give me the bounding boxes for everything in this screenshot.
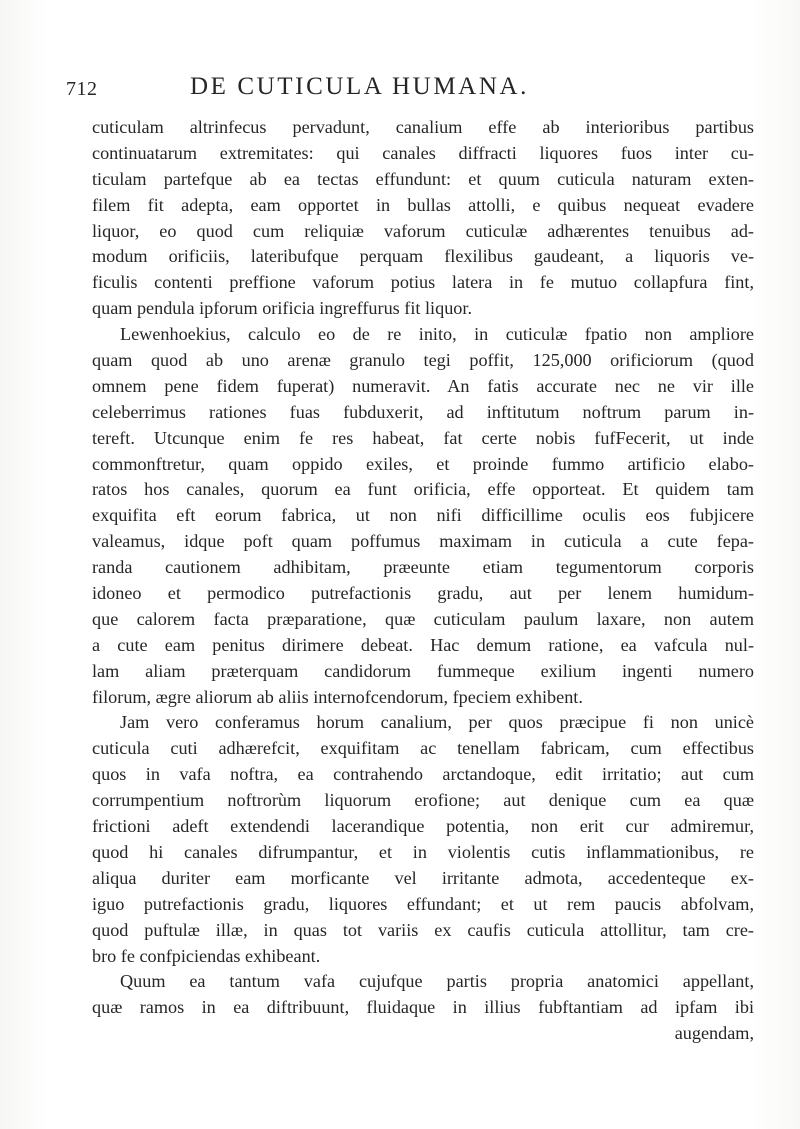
text-line: que calorem facta præparatione, quæ cuticulam paulum laxare, non autem [92, 608, 754, 629]
text-line: lam aliam præterquam candidorum fummeque exilium ingenti numero [92, 660, 754, 681]
catchword-line: augendam, [674, 1023, 754, 1044]
text-line: ficulis contenti preffione vaforum potius latera in fe mutuo collapfura fint, [92, 272, 754, 293]
text-line: quam quod ab uno arenæ granulo tegi poffit, 125,000 orificiorum (quod [92, 350, 754, 371]
body-text [92, 115, 754, 1047]
text-line: quod puftulæ illæ, in quas tot variis ex caufis cuticula attollitur, tam cre- [92, 919, 754, 940]
text-line: cuticula cuti adhærefcit, exquifitam ac tenellam fabricam, cum effectibus [92, 738, 754, 759]
text-line: continuatarum extremitates: qui canales diffracti liquores fuos inter cu- [92, 142, 754, 163]
text-line: omnem pene fidem fuperat) numeravit. An fatis accurate nec ne vir ille [92, 375, 754, 396]
text-line: tereft. Utcunque enim fe res habeat, fat certe nobis fufFecerit, ut inde [92, 427, 754, 448]
text-line: commonftretur, quam oppido exiles, et proinde fummo artificio elabo- [92, 453, 754, 474]
text-line: liquor, eo quod cum reliquiæ vaforum cuticulæ adhærentes tenuibus ad- [92, 220, 754, 241]
text-line: cuticulam altrinfecus pervadunt, canalium effe ab interioribus partibus [92, 117, 754, 137]
text-line: valeamus, idque poft quam poffumus maximam in cuticula a cute fepa- [92, 531, 754, 552]
text-line: Lewenhoekius, calculo eo de re inito, in cuticulæ fpatio non ampliore [120, 324, 754, 345]
text-line: exquifita eft eorum fabrica, ut non nifi difficillime oculis eos fubjicere [92, 505, 754, 526]
text-line: ratos hos canales, quorum ea funt orificia, effe opporteat. Et quidem tam [92, 479, 754, 500]
text-line: filorum, ægre aliorum ab aliis internofcendorum, fpeciem exhibent. [92, 686, 583, 707]
text-line: quæ ramos in ea diftribuunt, fluidaque in illius fubftantiam ad ipfam ibi [92, 997, 754, 1018]
text-line: iguo putrefactionis gradu, liquores effundant; et ut rem paucis abfolvam, [92, 893, 754, 914]
text-line: frictioni adeft extendendi lacerandique potentia, non erit cur admiremur, [92, 816, 754, 837]
running-head: DE CUTICULA HUMANA. [190, 73, 529, 100]
text-line: quod hi canales difrumpantur, et in violentis cutis inflammationibus, re [92, 841, 754, 862]
text-line: idoneo et permodico putrefactionis gradu, aut per lenem humidum- [92, 583, 754, 604]
text-line: quam pendula ipforum orificia ingreffurus fit liquor. [92, 298, 472, 319]
text-line: filem fit adepta, eam opportet in bullas attolli, e quibus nequeat evadere [92, 194, 754, 215]
page-number: 712 [66, 78, 98, 100]
page-header [66, 70, 766, 110]
text-line: ticulam partefque ab ea tectas effundunt: et quum cuticula naturam exten- [92, 168, 754, 189]
text-line: bro fe confpiciendas exhibeant. [92, 945, 321, 966]
text-line: modum orificiis, lateribufque perquam flexilibus gaudeant, a liquoris ve- [92, 246, 754, 267]
text-line: aliqua duriter eam morficante vel irritante admota, accedenteque ex- [92, 867, 754, 888]
text-line: randa cautionem adhibitam, præeunte etiam tegumentorum corporis [92, 557, 754, 578]
text-line: Jam vero conferamus horum canalium, per quos præcipue fi non unicè [120, 712, 754, 733]
text-line: celeberrimus rationes fuas fubduxerit, ad inftitutum noftrum parum in- [92, 401, 754, 422]
text-line: corrumpentium noftrorùm liquorum erofione; aut denique cum ea quæ [92, 790, 754, 811]
text-line: a cute eam penitus dirimere debeat. Hac demum ratione, ea vafcula nul- [92, 634, 754, 655]
text-line: quos in vafa noftra, ea contrahendo arctandoque, edit irritatio; aut cum [92, 764, 754, 785]
text-line: Quum ea tantum vafa cujufque partis propria anatomici appellant, [120, 971, 754, 992]
